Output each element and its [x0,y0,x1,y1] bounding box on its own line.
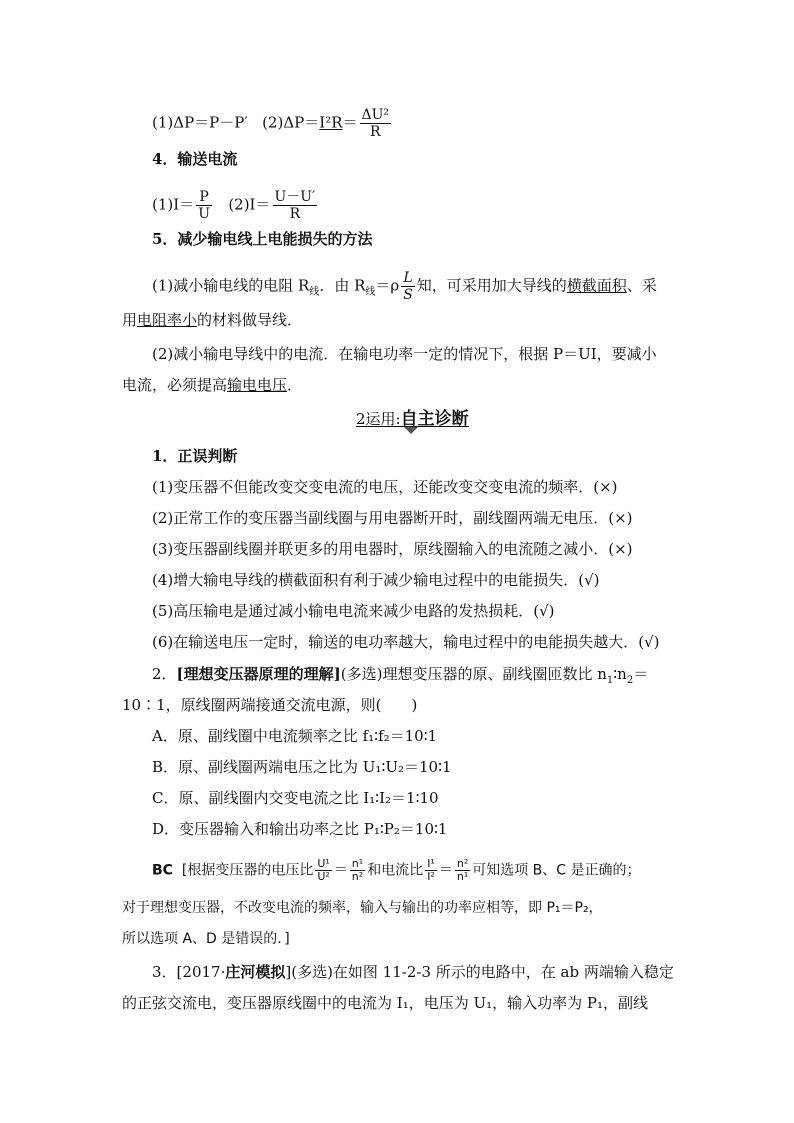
formula-part: (1)ΔP＝P－P′ [152,113,248,132]
section-header [356,404,469,432]
paragraph-line: (2)减小输电导线中的电流．在输电功率一定的情况下，根据 P＝UI，要减小 [152,345,657,363]
question-2-line: 10∶1，原线圈两端接通交流电源，则( ) [122,696,418,714]
judge-item: (6)在输送电压一定时，输送的电功率越大，输电过程中的电能损失越大．(√) [152,633,660,651]
fraction: $\frac{\text{I¹}}{\text{I²}}$ [427,857,435,883]
judge-item: (4)增大输电导线的横截面积有利于减少输电过程中的电能损失．(√) [152,571,600,589]
judge-item: (3)变压器副线圈并联更多的用电器时，原线圈输入的电流随之减小．(×) [152,540,633,558]
question-tag: [理想变压器原理的理解] [176,665,341,683]
section-tag: 2运用: [356,410,401,428]
answer-line: 对于理想变压器，不改变电流的频率，输入与输出的功率应相等，即 P₁＝P₂， [122,900,603,916]
underlined-term: 输电电压 [227,376,288,394]
answer-label: BC [152,862,173,879]
section-title: 自主诊断 [400,409,469,429]
paragraph-line: (1)减小输电线的电阻 $R_线$．由 $R_线=\rho$ $\frac{L}{S}$ 知，可采用加大导线的横截面积、采 [152,270,657,303]
fraction: $\frac{L}{S}$ [403,270,413,303]
formula-part: (2)ΔP＝ [262,113,320,132]
option-d: D．变压器输入和输出功率之比 P₁∶P₂＝10∶1 [152,820,448,838]
fraction: $\frac{\text{ΔU²}}{R}$ [361,107,390,140]
fraction: $\frac{\text{n²}}{\text{n¹}}$ [456,857,469,883]
current-formula: (1)I＝ $\frac{P}{U}$ (2)I＝ $\frac{U-U'}{R}$ [152,189,316,222]
underlined-term: 电阻率小 [137,311,198,329]
fraction: $\frac{\text{U¹}}{\text{U²}}$ [317,857,330,883]
judge-heading: 1．正误判断 [152,447,238,465]
answer-line: 所以选项 A、D 是错误的．] [122,931,290,947]
judge-item: (1)变压器不但能改变交变电流的电压，还能改变交变电流的频率．(×) [152,478,618,496]
underlined-term: 横截面积 [566,276,627,295]
fraction: $\frac{\text{n¹}}{\text{n²}}$ [351,857,364,883]
question-3-line: 3．[2017·庄河模拟](多选)在如图 11-2-3 所示的电路中，在 ab 两端输入稳定 [152,963,674,981]
option-a: A．原、副线圈中电流频率之比 f₁∶f₂＝10∶1 [152,727,438,745]
heading-5: 5．减少输电线上电能损失的方法 [152,230,373,248]
heading-4: 4．输送电流 [152,150,238,168]
question-tag: 庄河模拟 [225,963,286,981]
formula-part: ＝ [342,113,358,132]
paragraph-line: 用电阻率小的材料做导线． [122,311,303,329]
answer-line: BC [根据变压器的电压比 $\frac{\text{U¹}}{\text{U²}}$ ＝ $\frac{\text{n¹}}{\text{n²}}$ 和电流比 $\frac{\text{I¹}}{\text{I²}}$ ＝ $\frac{\text{n²}}{\text{n¹}}$ 可知选项 B、C 是正确的； [152,857,641,883]
underlined-term: I²R [319,113,343,132]
option-c: C．原、副线圈内交变电流之比 I₁∶I₂＝1∶10 [152,789,439,807]
paragraph-line: 电流，必须提高输电电压． [122,376,303,394]
question-3-line: 的正弦交流电，变压器原线圈中的电流为 I₁，电压为 U₁，输入功率为 P₁，副线 [122,994,649,1012]
fraction: $\frac{U-U'}{R}$ [274,189,316,222]
down-triangle-icon [404,427,418,434]
option-b: B．原、副线圈两端电压之比为 U₁∶U₂＝10∶1 [152,758,452,776]
fraction: $\frac{P}{U}$ [198,189,210,222]
judge-item: (5)高压输电是通过减小输电电流来减少电路的发热损耗．(√) [152,602,555,620]
judge-item: (2)正常工作的变压器当副线圈与用电器断开时，副线圈两端无电压．(×) [152,509,633,527]
power-loss-formula [152,107,393,140]
question-2-line: 2．[理想变压器原理的理解](多选)理想变压器的原、副线圈匝数比 $n_1∶n_2=$ [152,665,649,686]
